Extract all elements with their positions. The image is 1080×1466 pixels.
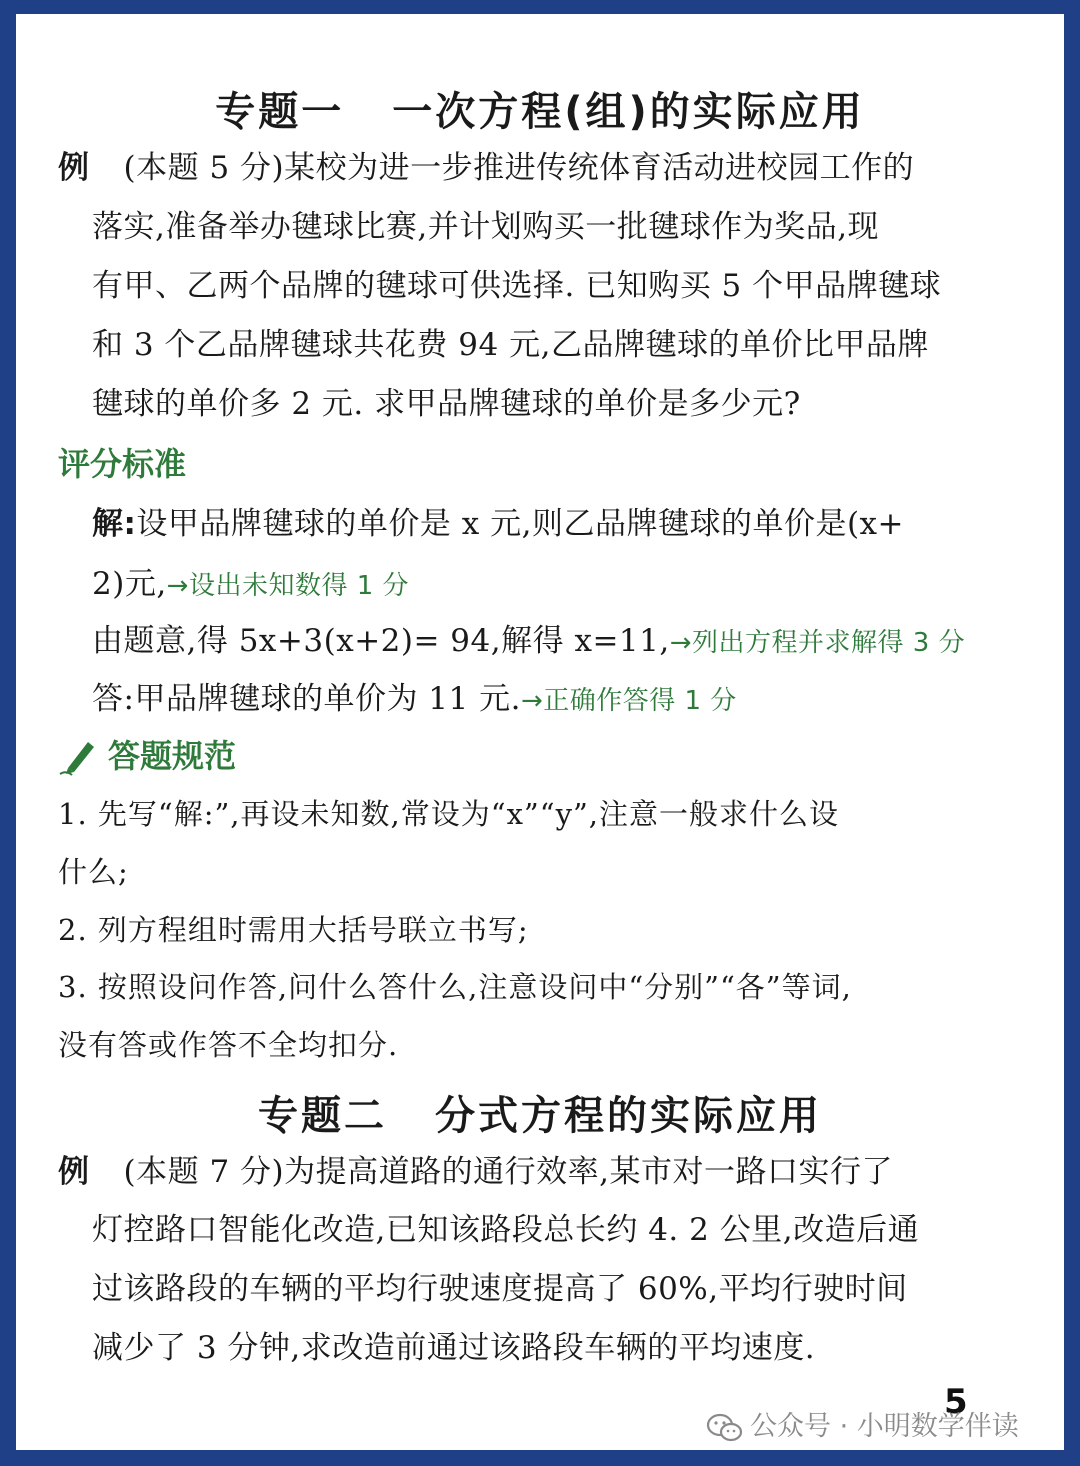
topic1-title (16, 80, 1064, 137)
score-note-3: →正确作答得 1 分 (520, 686, 737, 716)
watermark-text: 公众号 · 小明数学伴读 (750, 1411, 1019, 1442)
topic1-title-number: 专题一 (215, 89, 345, 135)
topic2-title-text: 分式方程的实际应用 (435, 1093, 822, 1139)
pencil-icon (58, 736, 102, 776)
topic2-title-number: 专题二 (258, 1093, 387, 1139)
topic1-problem-line-1: 例 (本题 5 分)某校为进一步推进传统体育活动进校园工作的 (58, 150, 915, 186)
scoring-heading: 评分标准 (58, 445, 187, 483)
solution-line-4: 答:甲品牌毽球的单价为 11 元.→正确作答得 1 分 (92, 681, 737, 717)
topic1-problem-line-4: 和 3 个乙品牌毽球共花费 94 元,乙品牌毽球的单价比甲品牌 (92, 327, 929, 363)
topic2-problem-line-4: 减少了 3 分钟,求改造前通过该路段车辆的平均速度. (92, 1330, 816, 1366)
score-note-1: →设出未知数得 1 分 (166, 571, 410, 601)
wechat-icon (706, 1413, 744, 1443)
topic1-problem-line-2: 落实,准备举办毽球比赛,并计划购买一批毽球作为奖品,现 (92, 209, 880, 245)
solution-line-1: 解:设甲品牌毽球的单价是 x 元,则乙品牌毽球的单价是(x+ (92, 506, 905, 542)
norm-line-4: 3. 按照设问作答,问什么答什么,注意设问中“分别”“各”等词, (58, 970, 852, 1004)
norm-line-3: 2. 列方程组时需用大括号联立书写; (58, 913, 529, 947)
textbook-page (16, 14, 1064, 1450)
topic1-problem-line-5: 毽球的单价多 2 元. 求甲品牌毽球的单价是多少元? (92, 386, 801, 422)
score-note-2: →列出方程并求解得 3 分 (669, 628, 966, 658)
topic1-problem-line-3: 有甲、乙两个品牌的毽球可供选择. 已知购买 5 个甲品牌毽球 (92, 268, 942, 304)
watermark (706, 1404, 1019, 1443)
topic2-problem-line-2: 灯控路口智能化改造,已知该路段总长约 4. 2 公里,改造后通 (92, 1212, 920, 1248)
norms-heading: 答题规范 (108, 737, 237, 775)
topic2-problem-line-3: 过该路段的车辆的平均行驶速度提高了 60%,平均行驶时间 (92, 1271, 908, 1307)
topic1-example-label: 例 (58, 150, 90, 186)
page-number: 5 (944, 1382, 968, 1422)
norm-line-5: 没有答或作答不全均扣分. (58, 1028, 399, 1062)
norm-line-2: 什么; (58, 855, 129, 889)
norm-line-1: 1. 先写“解:”,再设未知数,常设为“x”“y”,注意一般求什么设 (58, 797, 840, 831)
solution-line-3: 由题意,得 5x+3(x+2)= 94,解得 x=11,→列出方程并求解得 3 分 (92, 623, 966, 659)
solution-label: 解: (92, 506, 137, 542)
topic2-title (16, 1084, 1064, 1141)
topic2-example-label: 例 (58, 1154, 90, 1190)
topic1-title-text: 一次方程(组)的实际应用 (392, 89, 865, 135)
solution-line-2: 2)元,→设出未知数得 1 分 (92, 566, 410, 602)
topic2-problem-line-1: 例 (本题 7 分)为提高道路的通行效率,某市对一路口实行了 (58, 1154, 893, 1190)
